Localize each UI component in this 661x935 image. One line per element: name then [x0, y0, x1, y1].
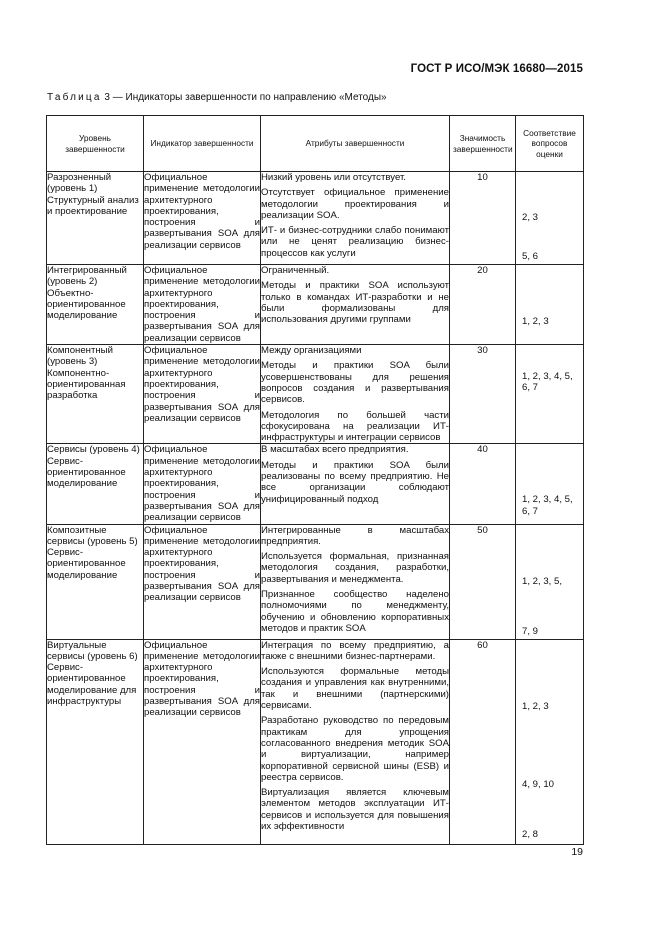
level-cell: Интегрированный (уровень 2) Объектно-ориентированное моделирование [47, 265, 144, 345]
table-row [47, 172, 584, 265]
attribute-text: ИТ- и бизнес-сотрудники слабо понимают или не ценят реализацию бизнес-процессов как услуги [261, 225, 449, 259]
value-cell: 30 [450, 345, 516, 444]
value-cell: 40 [450, 444, 516, 524]
indicator-cell: Официальное применение методологии архитектурного проектирования, построения и развертывания SOA для реализации сервисов [144, 345, 261, 444]
attribute-text: Интеграция по всему предприятию, а также с внешними бизнес-партнерами. [261, 639, 449, 662]
table-row [47, 639, 584, 844]
table-caption [47, 92, 387, 103]
level-cell: Виртуальные сервисы (уровень 6) Сервис-ориентированное моделирование для инфраструктуры [47, 639, 144, 844]
level-cell: Сервисы (уровень 4) Сервис-ориентированное моделирование [47, 444, 144, 524]
refs-cell [516, 345, 584, 444]
attribute-text: Признанное сообщество наделено полномочиями по менеджменту, обучению и обновлению корпоративных методов и практик SOA [261, 589, 449, 634]
attribute-text: Методология по большей части сфокусирована на реализации ИТ-инфраструктуры и интеграции сервисов [261, 409, 449, 444]
attribute-text: Используются формальные методы создания и управления как внутренними, так и внешними (партнерскими) сервисами. [261, 666, 449, 712]
attributes-cell [261, 524, 450, 639]
attributes-cell [261, 345, 450, 444]
indicator-cell: Официальное применение методологии архитектурного проектирования, построения и развертывания SOA для реализации сервисов [144, 265, 260, 344]
header-attributes: Атрибуты завершенности [261, 116, 450, 172]
table-row [47, 444, 584, 524]
header-value: Значимость завершенности [450, 116, 516, 172]
table-caption-label: Таблица [47, 92, 102, 103]
attribute-text: В масштабах всего предприятия. [261, 444, 409, 456]
value-cell: 60 [450, 639, 516, 844]
table-row [47, 265, 584, 345]
page-number: 19 [571, 846, 583, 858]
table-caption-text: — Индикаторы завершенности по направлению «Методы» [112, 92, 387, 103]
value-cell: 20 [450, 265, 516, 345]
refs-text: 1, 2, 3, 4, 5, 6, 7 [522, 494, 573, 517]
attribute-text: Между организациями [261, 345, 362, 357]
indicator-cell: Официальное применение методологии архитектурного проектирования, построения и развертывания SOA для реализации сервисов [144, 444, 260, 524]
refs-text: 1, 2, 3, 4, 5, 6, 7 [522, 371, 573, 394]
attribute-text: Методы и практики SOA были усовершенствованы для решения вопросов создания и развертывания сервисов. [261, 360, 449, 406]
refs-text: 2, 3 [522, 212, 539, 223]
table-row [47, 345, 584, 444]
refs-cell [516, 444, 584, 524]
attribute-text: Методы и практики SOA были реализованы по всему предприятию. Не все организации соблюдают унифицированный подход [261, 459, 449, 505]
attribute-text: Ограниченный. [261, 265, 330, 276]
value-cell: 10 [450, 172, 516, 265]
indicator-cell: Официальное применение методологии архитектурного проектирования, построения и развертывания SOA для реализации сервисов [144, 172, 261, 265]
attributes-cell [261, 639, 450, 844]
attribute-text: Виртуализация является ключевым элементом методов эксплуатации ИТ-сервисов и используется для повышения их эффективности [261, 787, 449, 832]
header-level: Уровень завершенности [47, 116, 144, 172]
attribute-text: Низкий уровень или отсутствует. [261, 172, 406, 183]
attribute-text: Разработано руководство по передовым практикам для упрощения согласованного внедрения методик SOA и виртуализации, например корпоративной сервисной шины (ESB) и реестра сервисов. [261, 715, 449, 783]
refs-text: 1, 2, 3 [522, 700, 549, 712]
table-caption-number: 3 [104, 92, 110, 103]
attribute-text: Интегрированные в масштабах предприятия. [261, 524, 449, 547]
level-cell: Композитные сервисы (уровень 5) Сервис-ориентированное моделирование [47, 524, 144, 639]
attributes-cell [261, 444, 450, 524]
refs-text: 1, 2, 3 [522, 316, 549, 327]
indicators-table [46, 115, 584, 845]
table-row [47, 524, 584, 639]
attributes-cell [261, 172, 450, 265]
refs-text: 7, 9 [522, 625, 539, 637]
document-header: ГОСТ Р ИСО/МЭК 16680—2015 [410, 63, 583, 75]
indicator-cell: Официальное применение методологии архитектурного проектирования, построения и развертывания SOA для реализации сервисов [144, 524, 261, 639]
attributes-cell [261, 265, 450, 345]
attribute-text: Отсутствует официальное применение методологии проектирования и реализации SOA. [261, 187, 449, 221]
value-cell: 50 [450, 524, 516, 639]
header-refs: Соответствие вопросов оценки [516, 116, 584, 172]
attribute-text: Методы и практики SOA используют только в командах ИТ-разработки и не были формализованы для использования другими группами [261, 280, 449, 326]
attribute-text: Используется формальная, признанная методология создания, разработки, развертывания и менеджмента. [261, 551, 449, 585]
refs-text: 4, 9, 10 [522, 778, 555, 790]
indicator-cell: Официальное применение методологии архитектурного проектирования, построения и развертывания SOA для реализации сервисов [144, 639, 261, 844]
refs-cell [516, 172, 584, 265]
level-cell: Разрозненный (уровень 1) Структурный анализ и проектирование [47, 172, 144, 265]
refs-text: 1, 2, 3, 5, [522, 575, 563, 587]
level-cell: Компонентный (уровень 3) Компонентно-ориентированная разработка [47, 345, 144, 444]
refs-text: 2, 8 [522, 828, 539, 840]
header-indicator: Индикатор завершенности [144, 116, 261, 172]
refs-cell [516, 639, 584, 844]
refs-text: 5, 6 [522, 251, 539, 262]
refs-cell [516, 524, 584, 639]
refs-cell [516, 265, 584, 345]
